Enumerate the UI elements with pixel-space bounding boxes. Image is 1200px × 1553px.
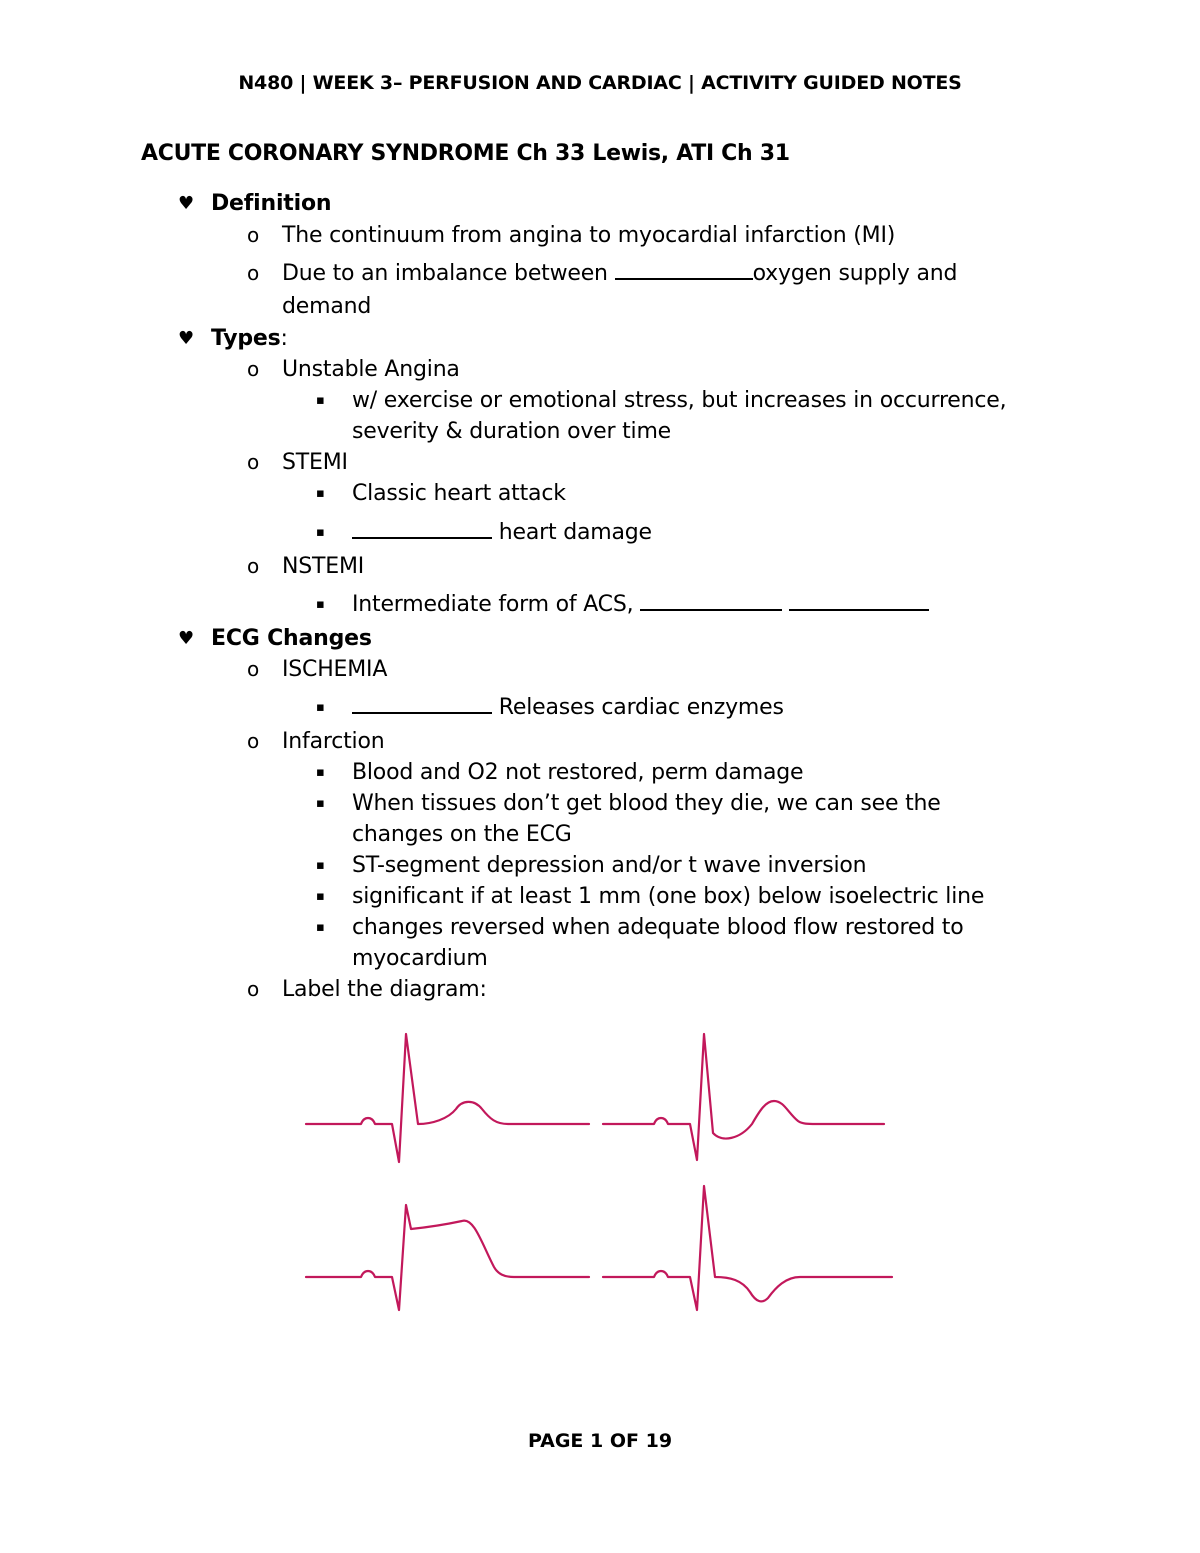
square-bullet-icon: ▪ xyxy=(316,889,325,904)
stemi: STEMI xyxy=(282,450,348,475)
infarction-detail-2-cont: changes on the ECG xyxy=(352,822,572,847)
circle-bullet-icon: o xyxy=(247,554,260,578)
heart-bullet-icon: ♥ xyxy=(178,328,195,349)
infarction-detail-3: ST-segment depression and/or t wave inversion xyxy=(352,853,867,878)
circle-bullet-icon: o xyxy=(247,357,260,381)
definition-heading: Definition xyxy=(211,191,332,216)
ecg-waveform-st-depression xyxy=(603,1034,884,1160)
ischemia: ISCHEMIA xyxy=(282,657,388,682)
square-bullet-icon: ▪ xyxy=(316,765,325,780)
circle-bullet-icon: o xyxy=(247,977,260,1001)
section-title: ACUTE CORONARY SYNDROME Ch 33 Lewis, ATI Ch 31 xyxy=(141,141,790,166)
nstemi-detail-1-text: Intermediate form of ACS, xyxy=(352,592,641,617)
types-colon: : xyxy=(280,326,288,351)
types-heading-text: Types xyxy=(211,326,281,351)
heart-bullet-icon: ♥ xyxy=(178,628,195,649)
circle-bullet-icon: o xyxy=(247,223,260,247)
unstable-angina: Unstable Angina xyxy=(282,357,460,382)
ecg-waveform-t-inversion xyxy=(603,1186,892,1310)
definition-item-2-pre: Due to an imbalance between xyxy=(282,261,615,286)
square-bullet-icon: ▪ xyxy=(316,525,325,540)
infarction: Infarction xyxy=(282,729,385,754)
circle-bullet-icon: o xyxy=(247,657,260,681)
square-bullet-icon: ▪ xyxy=(316,700,325,715)
circle-bullet-icon: o xyxy=(247,729,260,753)
infarction-detail-1: Blood and O2 not restored, perm damage xyxy=(352,760,804,785)
square-bullet-icon: ▪ xyxy=(316,858,325,873)
unstable-detail-2: severity & duration over time xyxy=(352,419,672,444)
square-bullet-icon: ▪ xyxy=(316,920,325,935)
ecg-waveform-normal xyxy=(306,1034,589,1162)
ecg-waveform-st-elevation xyxy=(306,1205,589,1310)
label-diagram-prompt: Label the diagram: xyxy=(282,977,487,1002)
infarction-detail-5-cont: myocardium xyxy=(352,946,488,971)
heart-bullet-icon: ♥ xyxy=(178,193,195,214)
stemi-detail-1: Classic heart attack xyxy=(352,481,566,506)
infarction-detail-2: When tissues don’t get blood they die, we can see the xyxy=(352,791,941,816)
unstable-detail-1: w/ exercise or emotional stress, but increases in occurrence, xyxy=(352,388,1007,413)
ischemia-detail-1-text: Releases cardiac enzymes xyxy=(492,695,784,720)
square-bullet-icon: ▪ xyxy=(316,597,325,612)
square-bullet-icon: ▪ xyxy=(316,393,325,408)
infarction-detail-5: changes reversed when adequate blood flow restored to xyxy=(352,915,964,940)
circle-bullet-icon: o xyxy=(247,261,260,285)
nstemi: NSTEMI xyxy=(282,554,365,579)
page-footer: PAGE 1 OF 19 xyxy=(527,1430,673,1452)
definition-item-1: The continuum from angina to myocardial infarction (MI) xyxy=(282,223,896,248)
ecg-heading: ECG Changes xyxy=(211,626,372,651)
infarction-detail-4: significant if at least 1 mm (one box) below isoelectric line xyxy=(352,884,985,909)
circle-bullet-icon: o xyxy=(247,450,260,474)
page-header: N480 | WEEK 3– PERFUSION AND CARDIAC | ACTIVITY GUIDED NOTES xyxy=(238,72,962,94)
square-bullet-icon: ▪ xyxy=(316,486,325,501)
square-bullet-icon: ▪ xyxy=(316,796,325,811)
stemi-detail-2-text: heart damage xyxy=(492,520,652,545)
definition-item-2-post: oxygen supply and xyxy=(752,261,958,286)
definition-item-2-cont: demand xyxy=(282,294,372,319)
